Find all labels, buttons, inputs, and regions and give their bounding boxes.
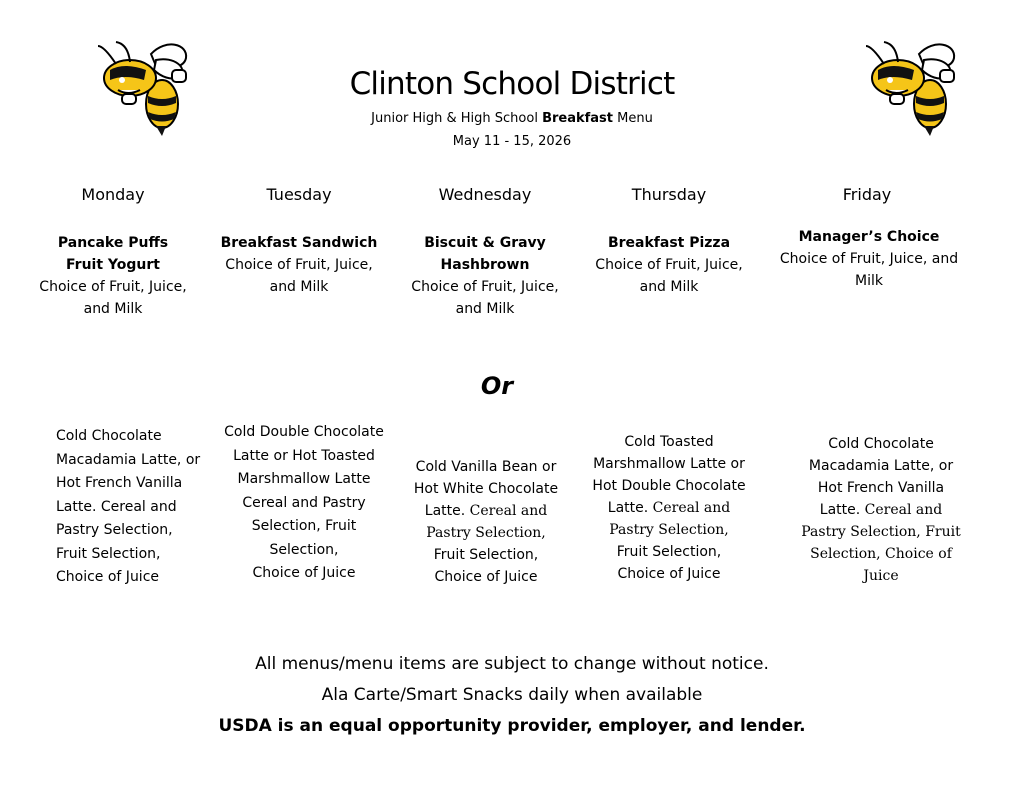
footer-usda-statement: USDA is an equal opportunity provider, employer, and lender.	[218, 716, 806, 736]
meal-thursday: Breakfast Pizza Choice of Fruit, Juice, and Milk	[595, 235, 743, 295]
day-header-tuesday: Tuesday	[266, 185, 332, 204]
alt-monday: Cold Chocolate Macadamia Latte, or Hot French Vanilla Latte. Cereal and Pastry Selection, Fruit Selection, Choice of Juice	[56, 428, 201, 585]
page-title: Clinton School District	[349, 66, 675, 102]
day-header-monday: Monday	[81, 185, 145, 204]
footer-disclaimer: All menus/menu items are subject to change without notice.	[255, 654, 769, 674]
alt-friday: Cold Chocolate Macadamia Latte, or Hot French Vanilla Latte. Cereal and Pastry Selection, Fruit Selection, Choice of Juice	[801, 436, 961, 584]
day-header-friday: Friday	[842, 185, 892, 204]
meal-wednesday: Biscuit & Gravy Hashbrown Choice of Fruit, Juice, and Milk	[411, 235, 559, 317]
or-divider: Or	[480, 372, 514, 400]
menu-dates: May 11 - 15, 2026	[452, 134, 572, 149]
alt-thursday: Cold Toasted Marshmallow Latte or Hot Double Chocolate Latte. Cereal and Pastry Selection, Fruit Selection, Choice of Juice	[592, 434, 746, 582]
meal-friday: Manager’s Choice Choice of Fruit, Juice, and Milk	[779, 229, 959, 289]
alt-tuesday: Cold Double Chocolate Latte or Hot Toasted Marshmallow Latte Cereal and Pastry Selection, Fruit Selection, Choice of Juice	[224, 424, 384, 581]
alt-wednesday: Cold Vanilla Bean or Hot White Chocolate Latte. Cereal and Pastry Selection, Fruit Selection, Choice of Juice	[413, 459, 559, 585]
meal-tuesday: Breakfast Sandwich Choice of Fruit, Juice, and Milk	[220, 235, 378, 295]
day-header-wednesday: Wednesday	[438, 185, 532, 204]
footer-ala-carte: Ala Carte/Smart Snacks daily when available	[321, 685, 703, 705]
menu-subtitle: Junior High & High School Breakfast Menu	[371, 111, 653, 126]
day-header-thursday: Thursday	[631, 185, 707, 204]
meal-monday: Pancake Puffs Fruit Yogurt Choice of Fruit, Juice, and Milk	[39, 235, 187, 317]
